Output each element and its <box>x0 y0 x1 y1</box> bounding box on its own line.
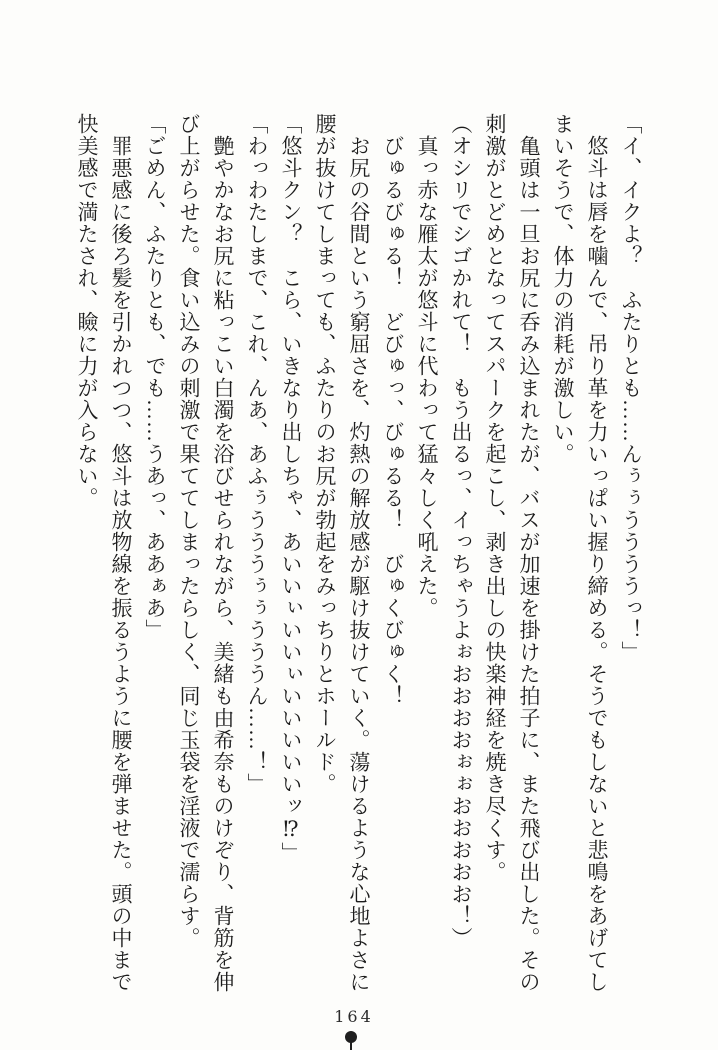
binding-mark-stem <box>350 1042 352 1050</box>
paragraph-sound-effect: びゅるびゅる！ どびゅっ、びゅるる！ びゅくびゅく！ <box>381 135 405 707</box>
text-block <box>64 113 648 997</box>
page-number: 164 <box>334 1007 374 1026</box>
paragraph-narration: 亀頭は一旦お尻に呑み込まれたが、バスが加速を掛けた拍子に、また飛び出した。その刺激がとどめとなってスパークを起こし、剥き出しの快楽神経を焼き尽くす。 <box>483 113 541 993</box>
paragraph-thought: （オシリでシゴかれて！ もう出るっ、イっちゃうよぉおおおおぉぉおおおおお！） <box>449 113 473 949</box>
paragraph-narration: お尻の谷間という窮屈さを、灼熱の解放感が駆け抜けていく。蕩けるような心地よさに腰が抜けてしまっても、ふたりのお尻が勃起をみっちりとホールド。 <box>313 113 371 993</box>
paragraph-narration: 艶やかなお尻に粘っこい白濁を浴びせられながら、美緒も由希奈ものけぞり、背筋を伸び上がらせた。食い込みの刺激で果ててしまったらしく、同じ玉袋を淫液で濡らす。 <box>177 113 235 993</box>
paragraph-dialogue: 「イ、イクよ？ ふたりとも……んぅぅううううっ！」 <box>619 113 643 663</box>
paragraph-dialogue: 「わっわたしまで、これ、んあ、あふぅうううぅぅうううん……！」 <box>245 113 269 795</box>
paragraph-dialogue: 「ごめん、ふたりとも、でも……うあっ、ああぁあ」 <box>143 113 167 641</box>
paragraph-narration: 悠斗は唇を噛んで、吊り革を力いっぱい握り締める。そうでもしないと悲鳴をあげてしまいそうで、体力の消耗が激しい。 <box>551 113 609 993</box>
paragraph-narration: 罪悪感に後ろ髪を引かれつつ、悠斗は放物線を振るうように腰を弾ませた。頭の中まで快美感で満たされ、瞼に力が入らない。 <box>75 113 133 993</box>
paragraph-narration: 真っ赤な雁太が悠斗に代わって猛々しく吼えた。 <box>415 135 439 619</box>
paragraph-dialogue: 「悠斗クン？ こら、いきなり出しちゃ、あいいぃいいぃいいいいいッ⁉」 <box>279 113 303 864</box>
